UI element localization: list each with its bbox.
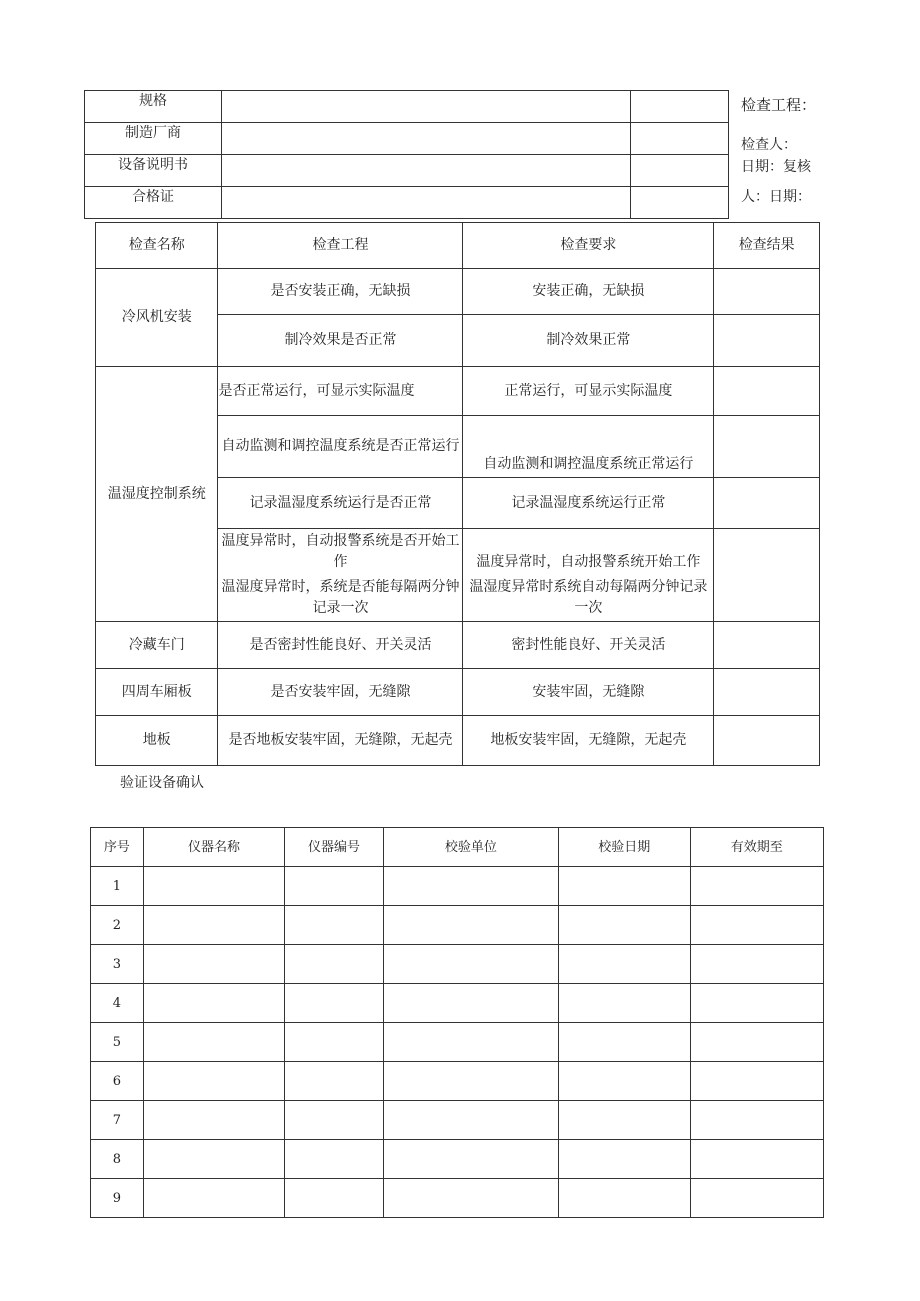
- inspection-info: [729, 91, 831, 219]
- header-cell: 检查名称: [96, 223, 218, 269]
- check-result[interactable]: [714, 622, 820, 669]
- equipment-cell[interactable]: [690, 1101, 823, 1140]
- spec-label: 制造厂商: [85, 123, 222, 155]
- equipment-cell[interactable]: [143, 984, 284, 1023]
- equipment-cell[interactable]: [559, 1140, 690, 1179]
- equipment-cell[interactable]: [559, 1179, 690, 1218]
- equipment-cell[interactable]: [285, 1062, 384, 1101]
- equipment-cell[interactable]: [383, 1023, 558, 1062]
- equipment-cell[interactable]: [690, 1140, 823, 1179]
- row-number: 9: [91, 1179, 144, 1218]
- spec-label: 设备说明书: [85, 155, 222, 187]
- spec-value[interactable]: [222, 91, 631, 123]
- equipment-cell[interactable]: [383, 867, 558, 906]
- equipment-cell[interactable]: [143, 867, 284, 906]
- equipment-cell[interactable]: [559, 1101, 690, 1140]
- check-requirement: 安装正确，无缺损: [463, 269, 714, 315]
- row-number: 2: [91, 906, 144, 945]
- check-result[interactable]: [714, 478, 820, 529]
- equipment-cell[interactable]: [143, 1101, 284, 1140]
- spec-extra[interactable]: [631, 91, 729, 123]
- group-name: 温湿度控制系统: [96, 367, 218, 622]
- table-row: [91, 1140, 824, 1179]
- equipment-cell[interactable]: [559, 1023, 690, 1062]
- equipment-cell[interactable]: [383, 1062, 558, 1101]
- date-review-label: 日期：复核: [741, 158, 811, 175]
- table-row: [91, 906, 824, 945]
- equipment-cell[interactable]: [690, 1062, 823, 1101]
- equipment-cell[interactable]: [383, 1179, 558, 1218]
- check-item: 自动监测和调控温度系统是否正常运行: [218, 416, 463, 478]
- header-cell: 仪器名称: [143, 828, 284, 867]
- check-requirement: 地板安装牢固，无缝隙，无起壳: [463, 716, 714, 766]
- equipment-cell[interactable]: [285, 984, 384, 1023]
- check-requirement: 自动监测和调控温度系统正常运行: [463, 416, 714, 478]
- check-result[interactable]: [714, 269, 820, 315]
- equipment-table: [90, 827, 824, 1218]
- equipment-cell[interactable]: [143, 1179, 284, 1218]
- check-result[interactable]: [714, 315, 820, 367]
- group-name: 四周车厢板: [96, 669, 218, 716]
- equipment-cell[interactable]: [690, 1179, 823, 1218]
- equipment-cell[interactable]: [383, 1140, 558, 1179]
- check-requirement: 记录温湿度系统运行正常: [463, 478, 714, 529]
- row-number: 8: [91, 1140, 144, 1179]
- header-cell: 校验单位: [383, 828, 558, 867]
- group-name: 地板: [96, 716, 218, 766]
- check-requirement-line: 温湿度异常时系统自动每隔两分钟记录一次: [469, 579, 708, 616]
- check-requirement-line: 温度异常时，自动报警系统开始工作: [476, 554, 701, 570]
- row-number: 3: [91, 945, 144, 984]
- check-item: 记录温湿度系统运行是否正常: [218, 478, 463, 529]
- spec-extra[interactable]: [631, 187, 729, 219]
- equipment-cell[interactable]: [559, 867, 690, 906]
- check-requirement: 正常运行，可显示实际温度: [463, 367, 714, 416]
- header-cell: 检查工程: [218, 223, 463, 269]
- check-item: 是否地板安装牢固，无缝隙，无起壳: [218, 716, 463, 766]
- spec-value[interactable]: [222, 155, 631, 187]
- check-item: 是否密封性能良好、开关灵活: [218, 622, 463, 669]
- equipment-cell[interactable]: [143, 1023, 284, 1062]
- equipment-cell[interactable]: [383, 945, 558, 984]
- check-result[interactable]: [714, 529, 820, 622]
- header-cell: 仪器编号: [285, 828, 384, 867]
- project-label: 检查工程：: [741, 95, 817, 114]
- check-item: 制冷效果是否正常: [218, 315, 463, 367]
- spec-extra[interactable]: [631, 155, 729, 187]
- row-number: 6: [91, 1062, 144, 1101]
- spec-label: 合格证: [85, 187, 222, 219]
- equipment-cell[interactable]: [285, 867, 384, 906]
- check-requirement: 安装牢固，无缝隙: [463, 669, 714, 716]
- spec-value[interactable]: [222, 187, 631, 219]
- section-title: 验证设备确认: [120, 775, 204, 791]
- reviewer-date-label: 人：日期：: [741, 188, 811, 205]
- check-item: 是否正常运行，可显示实际温度: [218, 367, 463, 416]
- table-row: [91, 1062, 824, 1101]
- equipment-cell[interactable]: [143, 1062, 284, 1101]
- equipment-cell[interactable]: [285, 1140, 384, 1179]
- equipment-cell[interactable]: [690, 945, 823, 984]
- table-row: [91, 1179, 824, 1218]
- equipment-cell[interactable]: [559, 984, 690, 1023]
- check-result[interactable]: [714, 669, 820, 716]
- equipment-cell[interactable]: [690, 1023, 823, 1062]
- equipment-cell[interactable]: [690, 906, 823, 945]
- header-cell: 检查要求: [463, 223, 714, 269]
- equipment-cell[interactable]: [143, 945, 284, 984]
- table-row: [91, 945, 824, 984]
- check-requirement: 制冷效果正常: [463, 315, 714, 367]
- equipment-cell[interactable]: [143, 1140, 284, 1179]
- equipment-cell[interactable]: [285, 945, 384, 984]
- check-item-multi: [218, 529, 463, 622]
- equipment-cell[interactable]: [143, 906, 284, 945]
- check-requirement-multi: [463, 529, 714, 622]
- equipment-cell[interactable]: [285, 1179, 384, 1218]
- spec-label: 规格: [85, 91, 222, 123]
- equipment-cell[interactable]: [285, 1101, 384, 1140]
- header-cell: 有效期至: [690, 828, 823, 867]
- equipment-cell[interactable]: [383, 984, 558, 1023]
- spec-value[interactable]: [222, 123, 631, 155]
- equipment-cell[interactable]: [285, 1023, 384, 1062]
- header-cell: 检查结果: [714, 223, 820, 269]
- row-number: 7: [91, 1101, 144, 1140]
- row-number: 5: [91, 1023, 144, 1062]
- equipment-cell[interactable]: [383, 1101, 558, 1140]
- equipment-cell[interactable]: [383, 906, 558, 945]
- inspection-table: [95, 222, 820, 766]
- table-row: [91, 1101, 824, 1140]
- inspector-label: 检查人：: [741, 136, 797, 153]
- equipment-cell[interactable]: [559, 906, 690, 945]
- equipment-cell[interactable]: [285, 906, 384, 945]
- check-result[interactable]: [714, 367, 820, 416]
- check-item-line: 温度异常时，自动报警系统是否开始工作: [221, 533, 460, 570]
- table-row: [91, 984, 824, 1023]
- check-result[interactable]: [714, 416, 820, 478]
- check-requirement: 密封性能良好、开关灵活: [463, 622, 714, 669]
- table-row: [91, 1023, 824, 1062]
- check-item: 是否安装正确，无缺损: [218, 269, 463, 315]
- spec-table: [84, 90, 830, 219]
- check-item-line: 温湿度异常时，系统是否能每隔两分钟记录一次: [221, 579, 460, 616]
- equipment-cell[interactable]: [690, 984, 823, 1023]
- spec-extra[interactable]: [631, 123, 729, 155]
- group-name: 冷藏车门: [96, 622, 218, 669]
- check-item: 是否安装牢固，无缝隙: [218, 669, 463, 716]
- equipment-cell[interactable]: [559, 945, 690, 984]
- check-result[interactable]: [714, 716, 820, 766]
- equipment-cell[interactable]: [559, 1062, 690, 1101]
- table-row: [91, 867, 824, 906]
- header-cell: 校验日期: [559, 828, 690, 867]
- equipment-cell[interactable]: [690, 867, 823, 906]
- row-number: 1: [91, 867, 144, 906]
- row-number: 4: [91, 984, 144, 1023]
- header-cell: 序号: [91, 828, 144, 867]
- group-name: 冷风机安装: [96, 269, 218, 367]
